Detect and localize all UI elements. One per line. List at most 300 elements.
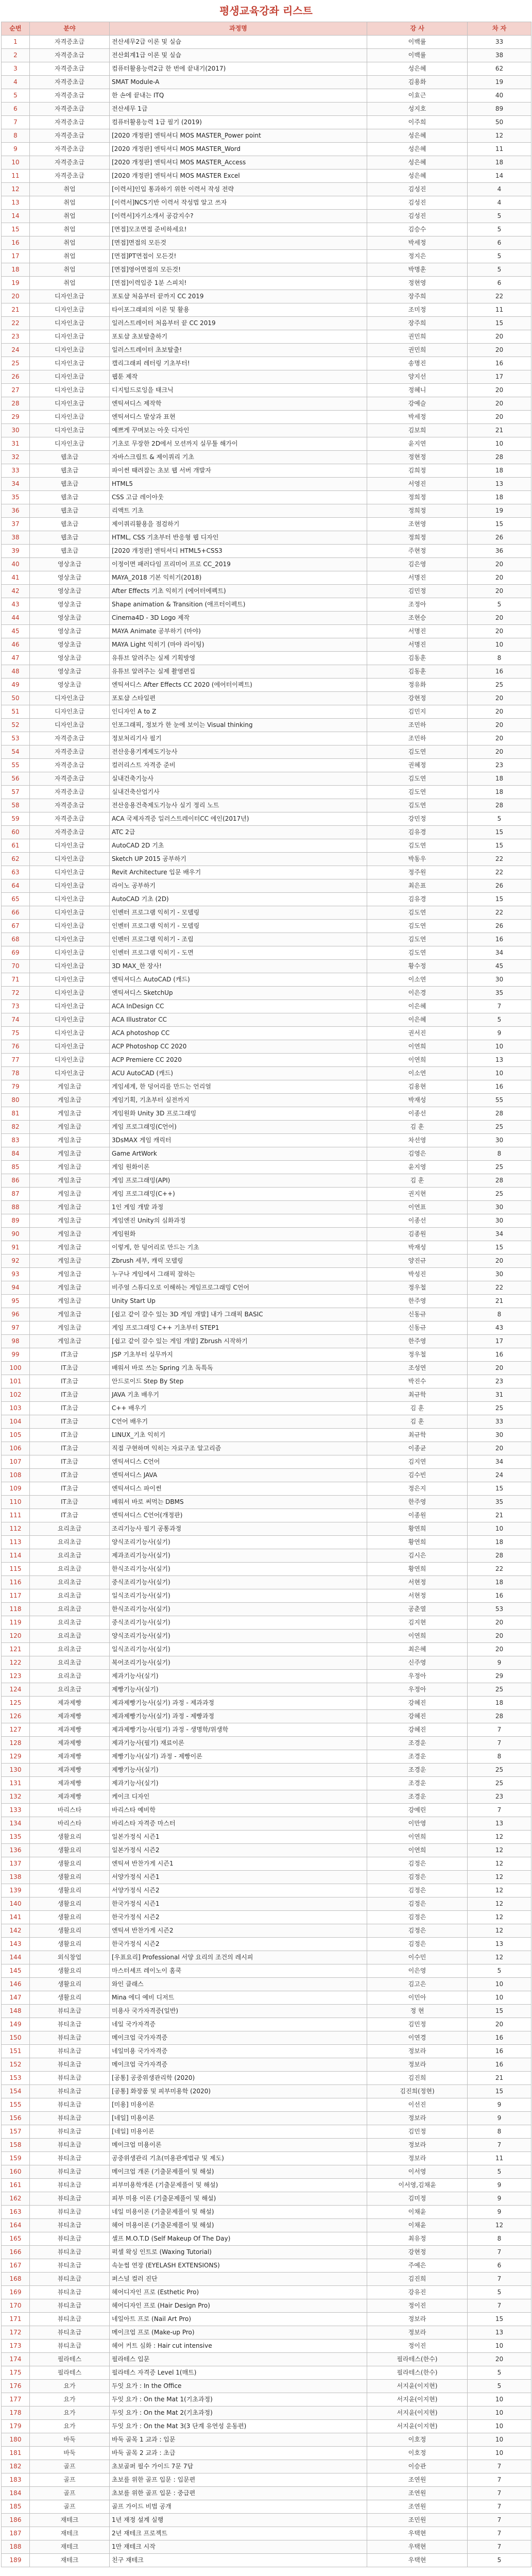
row-teacher: 성은혜 <box>367 156 468 170</box>
row-category: 자격증초급 <box>30 799 110 812</box>
row-hours: 5 <box>468 812 531 826</box>
row-number: 152 <box>2 2058 30 2072</box>
row-category: 생활요리 <box>30 1911 110 1924</box>
row-number: 18 <box>2 263 30 277</box>
table-row <box>2 2380 531 2393</box>
row-category: 필라테스 <box>30 2366 110 2380</box>
table-row <box>2 2085 531 2098</box>
table-row <box>2 277 531 290</box>
row-number: 17 <box>2 250 30 263</box>
row-number: 157 <box>2 2125 30 2139</box>
row-hours: 16 <box>468 2045 531 2058</box>
table-body <box>2 36 531 2567</box>
row-number: 145 <box>2 1964 30 1978</box>
row-teacher: 정보라 <box>367 2313 468 2326</box>
row-category: 재테크 <box>30 2554 110 2567</box>
table-row <box>2 370 531 384</box>
row-teacher: 권혜정 <box>367 759 468 772</box>
row-teacher: 이채윤 <box>367 2219 468 2232</box>
row-category: 디자인초급 <box>30 893 110 906</box>
row-hours: 18 <box>468 1697 531 1710</box>
row-hours: 31 <box>468 1388 531 1402</box>
table-row <box>2 1536 531 1549</box>
table-row <box>2 504 531 518</box>
row-number: 23 <box>2 330 30 344</box>
row-teacher: 강혜진 <box>367 1697 468 1710</box>
row-course-name: 누구나 게임에서 그래픽 잘하는 <box>110 1268 367 1281</box>
row-category: 디자인초급 <box>30 906 110 920</box>
table-row <box>2 2527 531 2540</box>
row-course-name: 바둑 골목 2 교과 : 초급 <box>110 2447 367 2460</box>
row-hours: 12 <box>468 1857 531 1871</box>
row-hours: 20 <box>468 344 531 357</box>
row-teacher: 이연희 <box>367 1054 468 1067</box>
row-teacher: 이종선 <box>367 1214 468 1228</box>
row-number: 16 <box>2 236 30 250</box>
row-course-name: 컴퓨터활용능력2급 한 번에 끝내기(2017) <box>110 62 367 76</box>
table-row <box>2 893 531 906</box>
row-category: 생활요리 <box>30 1897 110 1911</box>
row-teacher: 정유화 <box>367 679 468 692</box>
row-course-name: 3D MAX_한 장사! <box>110 960 367 973</box>
row-category: 골프 <box>30 2473 110 2487</box>
table-row <box>2 1094 531 1107</box>
row-teacher: 김성진 <box>367 183 468 196</box>
row-teacher: 정보라 <box>367 2139 468 2152</box>
row-hours: 8 <box>468 2232 531 2246</box>
row-hours: 30 <box>468 1201 531 1214</box>
row-hours: 38 <box>468 49 531 62</box>
row-course-name: 복어조리기능사(실기) <box>110 1656 367 1670</box>
table-row <box>2 170 531 183</box>
row-hours: 5 <box>468 250 531 263</box>
row-hours: 55 <box>468 1094 531 1107</box>
row-course-name: 네일 국가자격증 <box>110 2018 367 2031</box>
table-row <box>2 2554 531 2567</box>
row-course-name: 인포그래픽, 정보가 한 눈에 보이는 Visual thinking <box>110 719 367 732</box>
row-category: 게임초급 <box>30 1214 110 1228</box>
row-teacher: 권민희 <box>367 344 468 357</box>
row-hours: 7 <box>468 2487 531 2500</box>
table-row <box>2 2072 531 2085</box>
row-teacher: 조성연 <box>367 1362 468 1375</box>
row-category: 요리초급 <box>30 1643 110 1656</box>
row-category: 자격증초급 <box>30 116 110 129</box>
row-category: 자격증초급 <box>30 103 110 116</box>
row-teacher: 김지현 <box>367 1616 468 1630</box>
row-course-name: [2020 개정판] 엔틱셔디 MOS MASTER Excel <box>110 170 367 183</box>
row-number: 88 <box>2 1201 30 1214</box>
row-category: 제과제빵 <box>30 1777 110 1790</box>
row-teacher: 김도연 <box>367 946 468 960</box>
row-course-name: 포토샵 처음부터 끝까지 CC 2019 <box>110 290 367 303</box>
table-row <box>2 1790 531 1804</box>
row-category: 뷰티초급 <box>30 2299 110 2313</box>
row-hours: 8 <box>468 1308 531 1321</box>
row-number: 48 <box>2 665 30 679</box>
table-row <box>2 705 531 719</box>
row-category: 디자인초급 <box>30 933 110 946</box>
table-row <box>2 1656 531 1670</box>
row-teacher: 최규학 <box>367 1388 468 1402</box>
row-hours: 9 <box>468 2112 531 2125</box>
row-teacher: 이서영 <box>367 2165 468 2179</box>
row-category: 디자인초급 <box>30 879 110 893</box>
row-teacher: 이종균 <box>367 1442 468 1455</box>
row-course-name: [2020 개정판] 엔틱셔디 HTML5+CSS3 <box>110 545 367 558</box>
row-hours: 13 <box>468 1054 531 1067</box>
page-title: 평생교육강좌 리스트 <box>219 5 313 17</box>
row-teacher: 정보라 <box>367 2326 468 2340</box>
row-teacher: 우택현 <box>367 2540 468 2554</box>
table-row <box>2 853 531 866</box>
row-number: 7 <box>2 116 30 129</box>
row-hours: 22 <box>468 1281 531 1295</box>
row-number: 87 <box>2 1188 30 1201</box>
row-number: 172 <box>2 2326 30 2340</box>
row-teacher: 김성진 <box>367 210 468 223</box>
row-teacher: 정 현 <box>367 2005 468 2018</box>
row-course-name: 중식조리기능사(실기) <box>110 1576 367 1589</box>
row-hours: 16 <box>468 1348 531 1362</box>
row-course-name: ACA Illustrator CC <box>110 1013 367 1027</box>
table-row <box>2 2273 531 2286</box>
row-number: 96 <box>2 1308 30 1321</box>
row-category: 뷰티초급 <box>30 2125 110 2139</box>
row-number: 106 <box>2 1442 30 1455</box>
row-course-name: CSS 고급 레이아웃 <box>110 491 367 504</box>
table-row <box>2 1013 531 1027</box>
table-row <box>2 2460 531 2473</box>
row-course-name: 네일미용 국가자격증 <box>110 2045 367 2058</box>
row-hours: 12 <box>468 1951 531 1964</box>
row-hours: 20 <box>468 1362 531 1375</box>
row-course-name: 비주얼 스튜디오로 이해하는 게임프로그래밍 C언어 <box>110 1281 367 1295</box>
row-course-name: JAVA 기초 배우기 <box>110 1388 367 1402</box>
row-course-name: 피부미용학개론 (기출문제풀이 및 해설) <box>110 2179 367 2192</box>
row-category: 골프 <box>30 2460 110 2473</box>
row-number: 52 <box>2 719 30 732</box>
row-category: IT초급 <box>30 1496 110 1509</box>
row-number: 107 <box>2 1455 30 1469</box>
row-course-name: 일식조리기능사(실기) <box>110 1643 367 1656</box>
table-row <box>2 2098 531 2112</box>
row-number: 131 <box>2 1777 30 1790</box>
row-hours: 15 <box>468 893 531 906</box>
row-category: 뷰티초급 <box>30 2018 110 2031</box>
row-number: 150 <box>2 2031 30 2045</box>
table-row <box>2 303 531 317</box>
row-teacher: 김영은 <box>367 1147 468 1161</box>
row-course-name: 헤어디자인 프로 (Esthetic Pro) <box>110 2286 367 2299</box>
row-hours: 11 <box>468 303 531 317</box>
row-teacher: 차선영 <box>367 1134 468 1147</box>
row-course-name: Unity Start Up <box>110 1295 367 1308</box>
row-number: 156 <box>2 2112 30 2125</box>
row-hours: 62 <box>468 62 531 76</box>
row-hours: 20 <box>468 585 531 598</box>
row-course-name: 엔틱셔디스 SketchUp <box>110 987 367 1000</box>
row-teacher: 김도연 <box>367 839 468 853</box>
row-category: IT초급 <box>30 1362 110 1375</box>
row-number: 123 <box>2 1670 30 1683</box>
row-category: 게임초급 <box>30 1308 110 1321</box>
table-row <box>2 1549 531 1563</box>
table-row <box>2 250 531 263</box>
row-number: 68 <box>2 933 30 946</box>
row-hours: 18 <box>468 786 531 799</box>
row-category: 제과제빵 <box>30 1750 110 1764</box>
row-category: 뷰티초급 <box>30 2098 110 2112</box>
row-hours: 7 <box>468 2139 531 2152</box>
row-category: 게임초급 <box>30 1147 110 1161</box>
row-teacher: 김민지 <box>367 705 468 719</box>
table-row <box>2 2018 531 2031</box>
row-hours: 25 <box>468 1188 531 1201</box>
row-category: 요리초급 <box>30 1589 110 1603</box>
row-teacher: 이수민 <box>367 1951 468 1964</box>
row-teacher: 김도연 <box>367 906 468 920</box>
table-row <box>2 464 531 478</box>
row-category: 영상초급 <box>30 665 110 679</box>
row-category: 웹초급 <box>30 464 110 478</box>
row-hours: 28 <box>468 1549 531 1563</box>
row-number: 55 <box>2 759 30 772</box>
row-teacher: 김정은 <box>367 1897 468 1911</box>
row-course-name: 두잇 요가 : On the Mat 1(기초과정) <box>110 2393 367 2406</box>
row-hours: 20 <box>468 745 531 759</box>
row-number: 38 <box>2 531 30 545</box>
row-course-name: 양식조리기능사(실기) <box>110 1536 367 1549</box>
row-teacher: 김미정 <box>367 2192 468 2206</box>
row-number: 71 <box>2 973 30 987</box>
row-number: 187 <box>2 2527 30 2540</box>
row-category: 게임초급 <box>30 1161 110 1174</box>
row-course-name: 메이크업 개론 (기출문제풀이 및 해설) <box>110 2165 367 2179</box>
table-row <box>2 1938 531 1951</box>
row-course-name: ACA 국제자격증 일러스트레이터CC 에인(2017년) <box>110 812 367 826</box>
row-course-name: 엔틱셔디스 파이썬 <box>110 1482 367 1496</box>
row-course-name: 초보를 위한 골프 입문 : 입문편 <box>110 2473 367 2487</box>
row-teacher: 이연희 <box>367 1040 468 1054</box>
row-category: 생활요리 <box>30 1924 110 1938</box>
row-course-name: 전산세무2급 이론 및 실습 <box>110 36 367 49</box>
row-teacher: 이만영 <box>367 1817 468 1831</box>
row-teacher: 황연희 <box>367 1536 468 1549</box>
row-course-name: 엔틱셔디스 C언어(개정판) <box>110 1509 367 1522</box>
row-course-name: [면접]영어면접의 모든것! <box>110 263 367 277</box>
row-teacher: 김종원 <box>367 1228 468 1241</box>
row-category: 바리스타 <box>30 1817 110 1831</box>
row-course-name: 일본가정식 시즌2 <box>110 1844 367 1857</box>
row-hours: 53 <box>468 1603 531 1616</box>
row-course-name: 필라테스 자격증 Level 1(매트) <box>110 2366 367 2380</box>
row-course-name: 엔틱셔디스 C언어 <box>110 1455 367 1469</box>
row-category: 뷰티초급 <box>30 2232 110 2246</box>
row-teacher: 강현정 <box>367 2246 468 2259</box>
header-no: 순번 <box>2 22 30 36</box>
row-course-name: After Effects 기초 익히기 (에어터에펙트) <box>110 585 367 598</box>
row-teacher: 김민정 <box>367 2125 468 2139</box>
row-course-name: Game ArtWork <box>110 1147 367 1161</box>
row-course-name: 게임세계, 한 덩어리를 만드는 언리얼 <box>110 1080 367 1094</box>
table-row <box>2 973 531 987</box>
row-category: 요가 <box>30 2393 110 2406</box>
row-number: 32 <box>2 451 30 464</box>
row-course-name: [공통] 공중위생관리학 (2020) <box>110 2072 367 2085</box>
row-teacher: 이효근 <box>367 89 468 103</box>
row-teacher: 이은혜 <box>367 1000 468 1013</box>
row-number: 50 <box>2 692 30 705</box>
row-number: 170 <box>2 2299 30 2313</box>
row-hours: 15 <box>468 2005 531 2018</box>
row-number: 173 <box>2 2340 30 2353</box>
table-row <box>2 2219 531 2232</box>
table-header <box>2 22 531 36</box>
row-teacher: 서지윤(이지현) <box>367 2380 468 2393</box>
row-teacher: 강예린 <box>367 1804 468 1817</box>
row-teacher: 서명진 <box>367 638 468 652</box>
row-hours: 7 <box>468 1723 531 1737</box>
row-number: 83 <box>2 1134 30 1147</box>
table-row <box>2 1764 531 1777</box>
row-hours: 18 <box>468 772 531 786</box>
row-category: 디자인초급 <box>30 290 110 303</box>
row-course-name: [이력서]인입 통과하기 위한 이력서 작성 전략 <box>110 183 367 196</box>
row-teacher: 박진수 <box>367 1375 468 1388</box>
row-category: 웹초급 <box>30 518 110 531</box>
row-hours: 26 <box>468 531 531 545</box>
row-teacher: 박세정 <box>367 411 468 424</box>
row-category: 영상초급 <box>30 625 110 638</box>
table-row <box>2 1964 531 1978</box>
row-hours: 89 <box>468 103 531 116</box>
row-teacher: 이종선 <box>367 1107 468 1121</box>
table-row <box>2 2406 531 2420</box>
row-category: 요리초급 <box>30 1670 110 1683</box>
row-course-name: 제과기능사(실기) <box>110 1670 367 1683</box>
row-course-name: [쉽고 같이 갈수 있는 게임 개발] Zbrush 시작하기 <box>110 1335 367 1348</box>
row-category: 뷰티초급 <box>30 2286 110 2299</box>
row-course-name: 퍼스널 컬러 진단 <box>110 2273 367 2286</box>
row-hours: 5 <box>468 1013 531 1027</box>
row-teacher: 최규학 <box>367 1429 468 1442</box>
row-teacher: 조경운 <box>367 1790 468 1804</box>
row-course-name: MAYA_2018 기본 익히기(2018) <box>110 571 367 585</box>
header-teacher: 강 사 <box>367 22 468 36</box>
row-teacher: 우정아 <box>367 1670 468 1683</box>
row-course-name: 예쁘게 꾸며보는 아웃 디자인 <box>110 424 367 437</box>
row-category: 취업 <box>30 236 110 250</box>
row-hours: 20 <box>468 2353 531 2366</box>
table-row <box>2 76 531 89</box>
row-number: 129 <box>2 1750 30 1764</box>
row-teacher: 황수정 <box>367 960 468 973</box>
row-course-name: 캘리그래피 레터링 기초부터! <box>110 357 367 370</box>
row-course-name: 일식조리기능사(실기) <box>110 1589 367 1603</box>
row-course-name: 공중위생관리 기초(미용관계법규 및 제도) <box>110 2152 367 2165</box>
row-number: 15 <box>2 223 30 236</box>
table-row <box>2 62 531 76</box>
row-number: 138 <box>2 1871 30 1884</box>
row-number: 178 <box>2 2406 30 2420</box>
table-row <box>2 2500 531 2514</box>
row-number: 119 <box>2 1616 30 1630</box>
row-hours: 8 <box>468 652 531 665</box>
row-teacher: 조현승 <box>367 612 468 625</box>
row-category: 요리초급 <box>30 1616 110 1630</box>
row-teacher: 조미정 <box>367 303 468 317</box>
header-row <box>2 22 531 36</box>
row-course-name: [네일] 미용이론 <box>110 2112 367 2125</box>
row-hours: 12 <box>468 129 531 143</box>
row-number: 112 <box>2 1522 30 1536</box>
row-course-name: 케이크 디자인 <box>110 1790 367 1804</box>
row-category: 영상초급 <box>30 558 110 571</box>
row-hours: 7 <box>468 1804 531 1817</box>
table-row <box>2 1442 531 1455</box>
table-row <box>2 1697 531 1710</box>
row-hours: 25 <box>468 1121 531 1134</box>
row-category: 영상초급 <box>30 638 110 652</box>
row-teacher: 조연원 <box>367 2487 468 2500</box>
table-row <box>2 1402 531 1415</box>
table-row <box>2 1000 531 1013</box>
row-number: 90 <box>2 1228 30 1241</box>
row-category: IT초급 <box>30 1375 110 1388</box>
row-number: 8 <box>2 129 30 143</box>
row-category: 게임초급 <box>30 1174 110 1188</box>
row-hours: 20 <box>468 692 531 705</box>
row-category: 디자인초급 <box>30 1040 110 1054</box>
row-number: 169 <box>2 2286 30 2299</box>
row-hours: 12 <box>468 1871 531 1884</box>
row-course-name: 1인 게임 개발 과정 <box>110 1201 367 1214</box>
row-hours: 19 <box>468 76 531 89</box>
row-hours: 10 <box>468 638 531 652</box>
row-hours: 10 <box>468 1067 531 1080</box>
row-category: 뷰티초급 <box>30 2326 110 2340</box>
row-category: 디자인초급 <box>30 1054 110 1067</box>
row-course-name: 서양가정식 시즌1 <box>110 1871 367 1884</box>
row-category: 뷰티초급 <box>30 2085 110 2098</box>
row-number: 61 <box>2 839 30 853</box>
row-teacher: 정주원 <box>367 866 468 879</box>
row-teacher: 정우철 <box>367 1281 468 1295</box>
row-hours: 5 <box>468 1964 531 1978</box>
row-category: 영상초급 <box>30 679 110 692</box>
table-row <box>2 1683 531 1697</box>
table-row <box>2 2540 531 2554</box>
row-course-name: 한식조리기능사(실기) <box>110 1563 367 1576</box>
row-number: 174 <box>2 2353 30 2366</box>
row-course-name: 메이크업 프로 (Make-up Pro) <box>110 2326 367 2340</box>
row-category: 자격증초급 <box>30 170 110 183</box>
row-number: 121 <box>2 1643 30 1656</box>
row-category: 바리스타 <box>30 1804 110 1817</box>
row-course-name: 제과제빵기능사(실기) 과정 - 제빵과정 <box>110 1710 367 1723</box>
row-category: 디자인초급 <box>30 437 110 451</box>
row-teacher: 우택현 <box>367 2554 468 2567</box>
row-teacher: 이연표 <box>367 1201 468 1214</box>
row-number: 143 <box>2 1938 30 1951</box>
row-teacher: 이연희 <box>367 1844 468 1857</box>
row-number: 66 <box>2 906 30 920</box>
row-hours: 21 <box>468 2072 531 2085</box>
row-number: 105 <box>2 1429 30 1442</box>
table-row <box>2 839 531 853</box>
row-category: 디자인초급 <box>30 719 110 732</box>
